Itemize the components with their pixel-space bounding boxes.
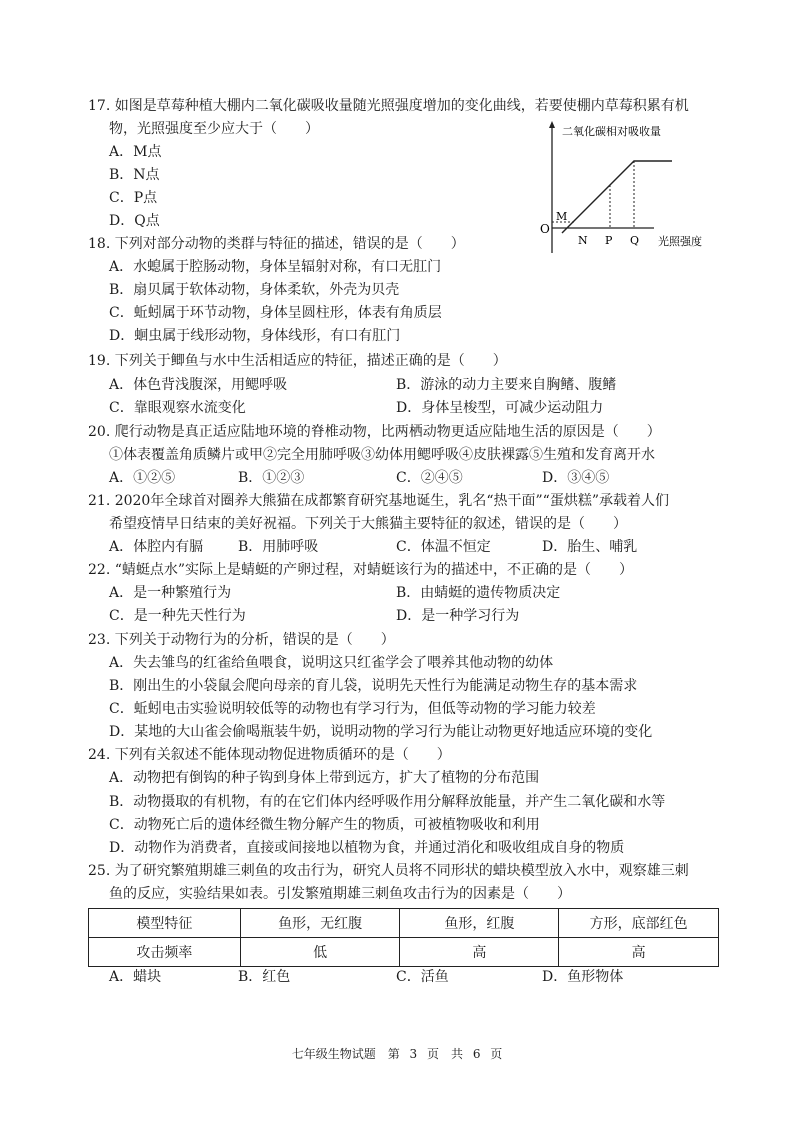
- q23-stem: 23. 下列关于动物行为的分析，错误的是（ ）: [88, 632, 395, 648]
- co2-light-graph: [534, 121, 724, 261]
- q22-option-b: B．由蜻蜓的遗传物质决定: [396, 585, 561, 601]
- q20-option-c: C．②④⑤: [396, 470, 463, 486]
- q21-option-c: C．体温不恒定: [396, 539, 491, 555]
- q25-stem-line2: 鱼的反应，实验结果如表。引发繁殖期雄三刺鱼攻击行为的因素是（ ）: [109, 886, 571, 902]
- q21-option-a: A．体腔内有膈: [109, 539, 204, 555]
- q24-stem: 24. 下列有关叙述不能体现动物促进物质循环的是（ ）: [88, 747, 451, 763]
- table-header-cell: 模型特征: [89, 909, 241, 938]
- q23-option-d: D．某地的大山雀会偷喝瓶装牛奶，说明动物的学习行为能让动物更好地适应环境的变化: [109, 724, 653, 740]
- q19-option-b: B．游泳的动力主要来自胸鳍、腹鳍: [396, 377, 617, 393]
- graph-y-arrow: [549, 121, 555, 128]
- q17-option-d: D．Q点: [109, 213, 160, 229]
- q20-option-b: B．①②③: [238, 470, 305, 486]
- q19-stem: 19. 下列关于鲫鱼与水中生活相适应的特征，描述正确的是（ ）: [88, 353, 507, 369]
- q18-option-a: A．水螅属于腔肠动物，身体呈辐射对称，有口无肛门: [109, 259, 442, 275]
- q19-option-d: D．身体呈梭型，可减少运动阻力: [396, 400, 604, 416]
- q22-stem: 22. “蜻蜓点水”实际上是蜻蜓的产卵过程，对蜻蜓该行为的描述中，不正确的是（ ）: [88, 562, 634, 578]
- table-cell: 攻击频率: [89, 938, 241, 967]
- q25-option-d: D．鱼形物体: [542, 969, 624, 985]
- q25-option-c: C．活鱼: [396, 969, 449, 985]
- q22-option-a: A．是一种繁殖行为: [109, 585, 232, 601]
- q24-option-c: C．动物死亡后的遗体经微生物分解产生的物质，可被植物吸收和利用: [109, 817, 540, 833]
- graph-y-label: 二氧化碳相对吸收量: [562, 125, 661, 138]
- graph-point-p: P: [605, 234, 613, 247]
- q17-option-b: B．N点: [109, 167, 160, 183]
- q23-option-a: A．失去雏鸟的红雀给鱼喂食，说明这只红雀学会了喂养其他动物的幼体: [109, 655, 554, 671]
- q21-option-d: D．胎生、哺乳: [542, 539, 638, 555]
- q19-option-c: C．靠眼观察水流变化: [109, 400, 246, 416]
- table-row: [89, 938, 719, 967]
- table-header-cell: 鱼形，无红腹: [240, 909, 400, 938]
- table-cell: 低: [240, 938, 400, 967]
- graph-point-q: Q: [630, 234, 640, 247]
- q20-option-a: A．①②⑤: [109, 470, 176, 486]
- q20-stem: 20. 爬行动物是真正适应陆地环境的脊椎动物，比两栖动物更适应陆地生活的原因是（ ）: [88, 424, 661, 440]
- q17-stem-line2: 物，光照强度至少应大于（ ）: [109, 121, 319, 137]
- q19-option-a: A．体色背浅腹深，用鳃呼吸: [109, 377, 288, 393]
- graph-origin-label: O: [540, 222, 550, 236]
- q17-stem-line1: 17. 如图是草莓种植大棚内二氧化碳吸收量随光照强度增加的变化曲线，若要使棚内草莓积累有机: [88, 98, 689, 114]
- q25-option-b: B．红色: [238, 969, 291, 985]
- q17-option-c: C．P点: [109, 190, 158, 206]
- table-cell: 高: [400, 938, 559, 967]
- q21-stem-line1: 21. 2020年全球首对圈养大熊猫在成都繁育研究基地诞生，乳名“热干面”“蛋烘糕”承载着人们: [88, 493, 669, 509]
- q23-option-b: B．刚出生的小袋鼠会爬向母亲的育儿袋，说明先天性行为能满足动物生存的基本需求: [109, 678, 638, 694]
- q25-stem-line1: 25. 为了研究繁殖期雄三刺鱼的攻击行为，研究人员将不同形状的蜡块模型放入水中，观察雄三刺: [88, 863, 689, 879]
- q22-option-d: D．是一种学习行为: [396, 608, 520, 624]
- table-cell: 高: [559, 938, 719, 967]
- graph-point-m: M: [556, 210, 568, 223]
- q18-option-b: B．扇贝属于软体动物，身体柔软，外壳为贝壳: [109, 282, 400, 298]
- q24-option-a: A．动物把有倒钩的种子钩到身体上带到远方，扩大了植物的分布范围: [109, 770, 540, 786]
- q21-stem-line2: 希望疫情早日结束的美好祝福。下列关于大熊猫主要特征的叙述，错误的是（ ）: [109, 516, 627, 532]
- q25-result-table: [88, 908, 719, 967]
- table-header-cell: 方形，底部红色: [559, 909, 719, 938]
- q25-option-a: A．蜡块: [109, 969, 162, 985]
- q24-option-b: B．动物摄取的有机物，有的在它们体内经呼吸作用分解释放能量，并产生二氧化碳和水等: [109, 794, 666, 810]
- q18-option-d: D．蛔虫属于线形动物，身体线形，有口有肛门: [109, 328, 401, 344]
- q18-stem: 18. 下列对部分动物的类群与特征的描述，错误的是（ ）: [88, 236, 465, 252]
- graph-x-label: 光照强度: [658, 235, 702, 248]
- table-header-cell: 鱼形，红腹: [400, 909, 559, 938]
- q21-option-b: B．用肺呼吸: [238, 539, 319, 555]
- page-footer: 七年级生物试题 第 3 页 共 6 页: [291, 1047, 503, 1061]
- q20-items: ①体表覆盖角质鳞片或甲②完全用肺呼吸③幼体用鳃呼吸④皮肤裸露⑤生殖和发育离开水: [109, 447, 655, 463]
- q22-option-c: C．是一种先天性行为: [109, 608, 246, 624]
- q20-option-d: D．③④⑤: [542, 470, 610, 486]
- q18-option-c: C．蚯蚓属于环节动物，身体呈圆柱形，体表有角质层: [109, 305, 442, 321]
- graph-curve: [562, 161, 672, 233]
- table-header-row: [89, 909, 719, 938]
- graph-point-n: N: [578, 234, 588, 247]
- q17-option-a: A．M点: [109, 144, 162, 160]
- q24-option-d: D．动物作为消费者，直接或间接地以植物为食，并通过消化和吸收组成自身的物质: [109, 840, 625, 856]
- q23-option-c: C．蚯蚓电击实验说明较低等的动物也有学习行为，但低等动物的学习能力较差: [109, 701, 596, 717]
